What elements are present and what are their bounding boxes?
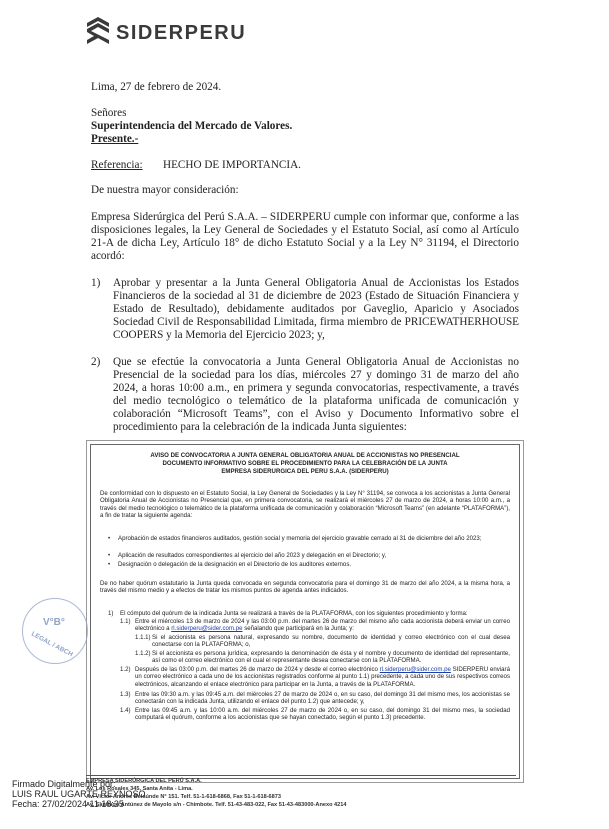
procedure-text-part: SIDERPERU enviará un correo electrónico a cada uno de los accionistas registrados conforme al punto 1.1) precedente, a cada uno de sus respectivos correos electrónicos, alcanzando el enlace electrónico para participar en la Junta, a través de la PLATAFORMA. (135, 666, 510, 688)
list-number: 1.3) (120, 691, 131, 698)
list-number: 1.1.1) (135, 634, 151, 641)
procedure-text-part: Entre el miércoles 13 de marzo de 2024 y las 03:00 p.m. del martes 26 de marzo del mismo año cada accionista deberá enviar un correo electrónico a (135, 618, 510, 633)
bullet-icon: • (108, 535, 111, 542)
legal-stamp (22, 598, 88, 664)
list-number: 1.4) (120, 707, 131, 714)
notice-paragraph: De conformidad con lo dispuesto en el Estatuto Social, la Ley General de Sociedades y la Ley N° 31194, se convoca a los accionistas a Junta General Obligatoria Anual de Accionistas no Presencial que, en primera convocatoria, se realizará el miércoles 27 de marzo de 2024, a horas 10:00 a.m., a través del medio tecnológico o telemático de la plataforma unificada de comunicación y colaboración “Microsoft Teams” (en adelante “PLATAFORMA”), a fin de tratar la siguiente agenda: (100, 490, 510, 519)
present-label: Presente.- (91, 133, 139, 145)
agenda-item: Aprobación de estados financieros auditados, gestión social y memoria del ejercicio gravable cerrado al 31 de diciembre del año 2023; (118, 535, 482, 542)
signature-line: Firmado Digitalmente por: (12, 779, 116, 789)
brand-name: SIDERPERU (116, 21, 247, 44)
procedure-text-part: Después de las 03:00 p.m. del martes 26 de marzo de 2024 y desde el correo electrónico (135, 666, 378, 673)
notice-subtitle: DOCUMENTO INFORMATIVO SOBRE EL PROCEDIMIENTO PARA LA CELEBRACIÓN DE LA JUNTA (162, 460, 448, 467)
email-link[interactable]: rl.siderperu@sider.com.pe (171, 625, 243, 633)
signature-signer: LUIS RAUL UGARTE REYNOSO (12, 789, 146, 799)
procedure-text (135, 666, 510, 688)
agenda-item: Designación o delegación de la designación en el Directorio de los auditores externos. (118, 561, 352, 568)
stamp-top: V°B° (43, 617, 65, 628)
procedure-text (135, 618, 510, 633)
notice-paragraph: De no haber quórum estatutario la Junta queda convocada en segunda convocatoria para el domingo 31 de marzo del año 2024, a la misma hora, a través del mismo medio y a efectos de tratar los mismos puntos de agenda antes indicados. (100, 580, 510, 595)
list-number: 1.2) (120, 666, 131, 673)
procedure-text: Si el accionista es persona jurídica, expresando la denominación de ésta y el nombre y documento de identidad del representante, así como el correo electrónico con el cual el representante desea conectarse con la PLATAFORMA. (152, 650, 510, 665)
siderperu-logo-icon (86, 16, 110, 46)
list-number: 1) (108, 610, 114, 617)
salutation: Señores (91, 107, 127, 119)
notice-title: AVISO DE CONVOCATORIA A JUNTA GENERAL OBLIGATORIA ANUAL DE ACCIONISTAS NO PRESENCIAL (150, 452, 460, 459)
procedure-text: Si el accionista es persona natural, expresando su nombre, documento de identidad y correo electrónico con el cual desea conectarse con la PLATAFORMA; o, (152, 634, 510, 649)
footer-company: EMPRESA SIDERÚRGICA DEL PERÚ S.A.A. (86, 778, 202, 784)
procedure-text: Entre las 09:45 a.m. y las 10:00 a.m. del miércoles 27 de marzo de 2024 o, en su caso, del domingo 31 del mismo mes, la sociedad computará el quórum, conforme a los accionistas que se hayan conectado, según el punto 1.3) precedente. (135, 707, 510, 722)
letter-date: Lima, 27 de febrero de 2024. (91, 81, 222, 93)
bullet-icon: • (108, 552, 111, 559)
bullet-icon: • (108, 561, 111, 568)
procedure-text: Entre las 09:30 a.m. y las 09:45 a.m. del miércoles 27 de marzo de 2024 o, en su caso, del domingo 31 del mismo mes, los accionistas se conectarán con la indicada Junta, utilizando el enlace del punto 1.2) que antecede; y, (135, 691, 510, 706)
greeting: De nuestra mayor consideración: (91, 184, 239, 196)
reference-label: Referencia: (91, 159, 143, 171)
procedure-text-part: señalando que participará en la Junta; y: (244, 625, 354, 633)
agenda-item: Aplicación de resultados correspondientes al ejercicio del año 2023 y delegación en el Directorio; y, (118, 552, 387, 559)
notice-company: EMPRESA SIDERURGICA DEL PERU S.A.A. (SIDERPERU) (221, 468, 389, 475)
item-text: Que se efectúe la convocatoria a Junta General Obligatoria Anual de Accionistas no Presencial de la sociedad para los días, miércoles 27 y domingo 31 de marzo del año 2024, a horas 10:00 a.m., en primera y segunda convocatorias, respectivamente, a través del medio tecnológico o telemático de la plataforma unificada de comunicación y colaboración “Microsoft Teams”, con el Aviso y Documento Informativo sobre el procedimiento para la celebración de la indicada Junta siguientes: (113, 356, 519, 433)
procedure-text: El cómputo del quórum de la indicada Junta se realizará a través de la PLATAFORMA, con los siguientes procedimiento y forma: (120, 610, 468, 617)
company-logo (86, 16, 246, 46)
email-link[interactable]: rl.siderperu@sider.com.pe (379, 666, 451, 673)
item-number: 2) (91, 356, 101, 368)
intro-paragraph: Empresa Siderúrgica del Perú S.A.A. – SIDERPERU cumple con informar que, conforme a las disposiciones legales, la Ley General de Sociedades y el Estatuto Social, así como al Artículo 21-A de dicha Ley, Artículo 18° de dicho Estatuto Social y a la Ley N° 31194, el Directorio acordó: (91, 211, 519, 262)
signature-date: Fecha: 27/02/2024 11:18:35 (12, 799, 124, 809)
footer-address: Av. Santiago Antúnez de Mayolo s/n - Chimbote. Telf. 51-43-483-022, Fax 51-43-483000-Anexo 4214 (86, 802, 347, 808)
stamp-bottom: LEGAL / ABCH (30, 630, 74, 659)
item-text: Aprobar y presentar a la Junta General Obligatoria Anual de Accionistas los Estados Financieros de la sociedad al 31 de diciembre de 2023 (Estado de Situación Financiera y Estado de Resultado), debidamente auditados por Gaveglio, Aparicio y Asociados Sociedad Civil de Responsabilidad Limitada, firma miembro de PRICEWATHERHOUSE COOPERS y la Memoria del Ejercicio 2023; y, (113, 277, 519, 341)
footer-address: Av. Víctor Andrés Belaúnde N° 151. Telf. 51-1-618-6868, Fax 51-1-618-6873 (86, 794, 281, 800)
list-number: 1.1.2) (135, 650, 151, 657)
footer-divider (86, 775, 516, 776)
list-number: 1.1) (120, 618, 131, 625)
reference-value: HECHO DE IMPORTANCIA. (163, 159, 301, 171)
footer-address: Av. Los Rosales 345, Santa Anita - Lima. (86, 786, 193, 792)
recipient: Superintendencia del Mercado de Valores. (91, 120, 293, 132)
item-number: 1) (91, 277, 101, 289)
